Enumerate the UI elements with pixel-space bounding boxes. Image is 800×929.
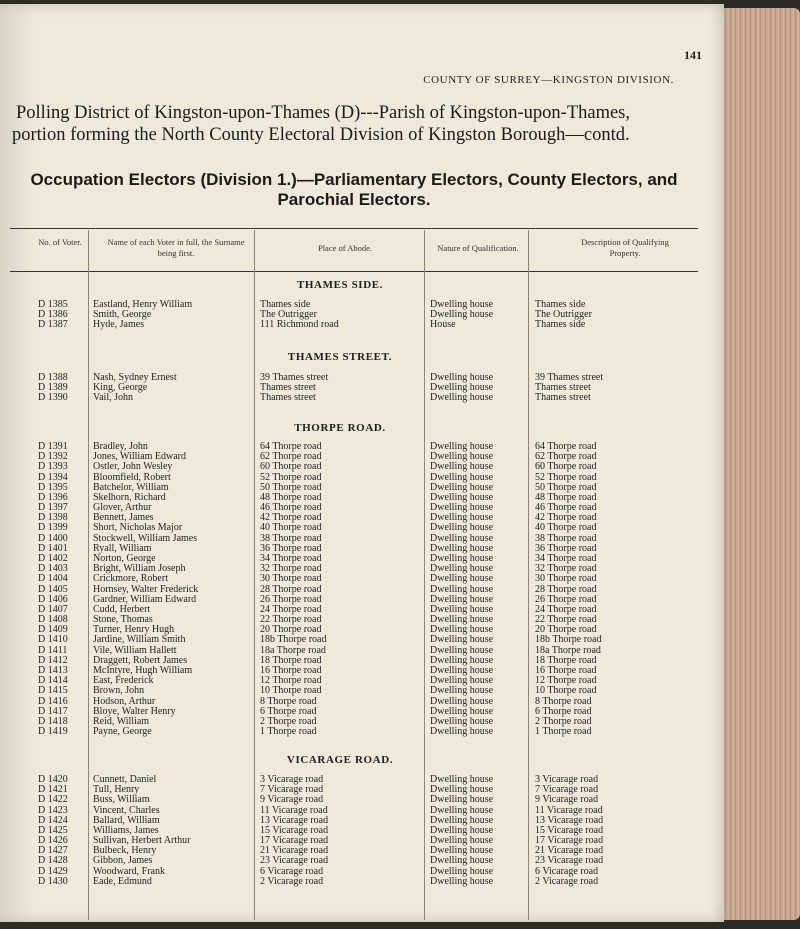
qualification-nature: Dwelling house	[430, 451, 494, 463]
table-row	[0, 806, 700, 816]
qualification-nature: Dwelling house	[430, 845, 494, 857]
qualification-nature: Dwelling house	[430, 814, 494, 826]
qualifying-property: 62 Thorpe road	[535, 451, 597, 463]
voter-name: Stockwell, William James	[93, 532, 198, 544]
voter-name: Norton, George	[93, 553, 156, 564]
table-row	[0, 877, 700, 887]
table-row	[0, 473, 700, 483]
voter-name: Hyde, James	[93, 319, 145, 331]
qualifying-property: The Outrigger	[535, 309, 592, 321]
voter-name: Turner, Henry Hugh	[93, 624, 175, 636]
place-of-abode: 30 Thorpe road	[260, 573, 322, 585]
qualification-nature: Dwelling house	[430, 309, 494, 321]
qualifying-property: 12 Thorpe road	[535, 675, 597, 687]
qualification-nature: Dwelling house	[430, 573, 494, 585]
voter-number: D 1406	[38, 593, 68, 605]
voter-number: D 1429	[38, 865, 68, 877]
register-page	[0, 4, 724, 922]
qualification-nature: Dwelling house	[430, 382, 494, 394]
voter-number: D 1420	[38, 774, 68, 785]
qualification-nature: Dwelling house	[430, 441, 494, 452]
place-of-abode: 2 Vicarage road	[260, 875, 324, 887]
place-of-abode: 40 Thorpe road	[260, 522, 322, 534]
qualification-nature: Dwelling house	[430, 471, 494, 483]
table-row	[0, 320, 700, 330]
voter-number: D 1399	[38, 522, 68, 534]
voter-name: Vincent, Charles	[93, 804, 160, 816]
voter-name: Ryall, William	[93, 542, 152, 554]
qualifying-property: 13 Vicarage road	[535, 814, 604, 826]
voter-number: D 1419	[38, 726, 68, 737]
place-of-abode: 15 Vicarage road	[260, 824, 329, 836]
voter-number: D 1430	[38, 875, 68, 887]
qualifying-property: 6 Vicarage road	[535, 865, 599, 877]
place-of-abode: 16 Thorpe road	[260, 665, 322, 676]
qualification-nature: Dwelling house	[430, 695, 494, 707]
voter-number: D 1398	[38, 512, 68, 524]
qualification-nature: Dwelling house	[430, 603, 494, 615]
place-of-abode: 36 Thorpe road	[260, 542, 322, 554]
voter-number: D 1408	[38, 614, 68, 626]
qualifying-property: 1 Thorpe road	[535, 726, 592, 737]
voter-number: D 1413	[38, 665, 68, 676]
table-row	[0, 795, 700, 805]
voter-name: Payne, George	[93, 726, 152, 737]
qualification-nature: Dwelling house	[430, 522, 494, 534]
qualifying-property: 22 Thorpe road	[535, 614, 597, 626]
table-row	[0, 574, 700, 584]
place-of-abode: 62 Thorpe road	[260, 451, 322, 463]
place-of-abode: Thames street	[260, 392, 316, 404]
occupation-heading-line-2: Parochial Electors.	[277, 190, 431, 209]
voter-name: Bradley, John	[93, 441, 148, 452]
qualifying-property: 15 Vicarage road	[535, 824, 604, 836]
voter-name: Skelhorn, Richard	[93, 491, 166, 503]
column-header-description: Description of Qualifying Property.	[581, 237, 669, 258]
column-header-nature: Nature of Qualification.	[437, 243, 519, 253]
qualifying-property: 18a Thorpe road	[535, 644, 601, 656]
voter-number: D 1415	[38, 685, 68, 697]
qualification-nature: Dwelling house	[430, 784, 494, 796]
column-header-name: Name of each Voter in full, the Surname being first.	[107, 237, 245, 258]
voter-name: Nash, Sydney Ernest	[93, 372, 177, 383]
qualifying-property: 16 Thorpe road	[535, 665, 597, 676]
qualifying-property: 28 Thorpe road	[535, 583, 597, 595]
qualifying-property: 10 Thorpe road	[535, 685, 597, 697]
place-of-abode: 20 Thorpe road	[260, 624, 322, 636]
occupation-heading-line-1: Occupation Electors (Division 1.)—Parliamentary Electors, County Electors, and	[30, 170, 678, 189]
qualifying-property: 39 Thames street	[535, 372, 604, 383]
voter-name: Gibbon, James	[93, 855, 153, 867]
voter-number: D 1422	[38, 794, 68, 806]
voter-name: Crickmore, Robert	[93, 573, 168, 585]
running-head: COUNTY OF SURREY—KINGSTON DIVISION.	[423, 74, 674, 86]
voter-number: D 1410	[38, 634, 68, 646]
place-of-abode: 8 Thorpe road	[260, 695, 317, 707]
qualification-nature: Dwelling house	[430, 392, 494, 404]
qualification-nature: Dwelling house	[430, 299, 494, 310]
place-of-abode: 9 Vicarage road	[260, 794, 324, 806]
qualifying-property: 46 Thorpe road	[535, 502, 597, 514]
voter-name: Cunnett, Daniel	[93, 774, 157, 785]
place-of-abode: 12 Thorpe road	[260, 675, 322, 687]
place-of-abode: Thames side	[260, 299, 311, 310]
place-of-abode: 18 Thorpe road	[260, 654, 322, 666]
qualifying-property: 32 Thorpe road	[535, 563, 597, 575]
place-of-abode: 26 Thorpe road	[260, 593, 322, 605]
voter-number: D 1424	[38, 814, 68, 826]
place-of-abode: 64 Thorpe road	[260, 441, 322, 452]
voter-number: D 1396	[38, 491, 68, 503]
qualifying-property: 26 Thorpe road	[535, 593, 597, 605]
voter-name: Bloye, Walter Henry	[93, 705, 176, 717]
table-row	[0, 523, 700, 533]
page-number: 141	[684, 48, 702, 62]
voter-number: D 1397	[38, 502, 68, 514]
table-row	[0, 635, 700, 645]
voter-name: Sullivan, Herbert Arthur	[93, 835, 191, 847]
place-of-abode: 32 Thorpe road	[260, 563, 322, 575]
place-of-abode: 60 Thorpe road	[260, 461, 322, 473]
voter-name: Gardner, William Edward	[93, 593, 197, 605]
qualification-nature: Dwelling house	[430, 665, 494, 676]
qualification-nature: Dwelling house	[430, 794, 494, 806]
qualification-nature: Dwelling house	[430, 685, 494, 697]
voter-number: D 1386	[38, 309, 68, 321]
qualification-nature: Dwelling house	[430, 644, 494, 656]
voter-name: Tull, Henry	[93, 784, 140, 796]
qualifying-property: 60 Thorpe road	[535, 461, 597, 473]
qualifying-property: 18b Thorpe road	[535, 634, 602, 646]
voter-name: Smith, George	[93, 309, 152, 321]
section-heading: THAMES SIDE.	[296, 279, 384, 291]
qualifying-property: Thames side	[535, 319, 586, 331]
voter-name: Cudd, Herbert	[93, 603, 151, 615]
table-header	[10, 228, 698, 272]
qualification-nature: Dwelling house	[430, 774, 494, 785]
place-of-abode: 6 Thorpe road	[260, 705, 317, 717]
place-of-abode: 34 Thorpe road	[260, 553, 322, 564]
qualifying-property: 2 Thorpe road	[535, 715, 592, 727]
voter-number: D 1401	[38, 542, 68, 554]
place-of-abode: 39 Thames street	[260, 372, 329, 383]
voter-name: Jones, William Edward	[93, 451, 187, 463]
voter-name: Stone, Thomas	[93, 614, 153, 626]
qualifying-property: Thames street	[535, 392, 591, 404]
voter-number: D 1400	[38, 532, 68, 544]
qualification-nature: Dwelling house	[430, 855, 494, 867]
voter-name: Draggett, Robert James	[93, 654, 188, 666]
place-of-abode: 38 Thorpe road	[260, 532, 322, 544]
qualification-nature: Dwelling house	[430, 835, 494, 847]
voter-number: D 1387	[38, 319, 68, 331]
qualifying-property: 6 Thorpe road	[535, 705, 592, 717]
place-of-abode: Thames street	[260, 382, 316, 394]
voter-number: D 1392	[38, 451, 68, 463]
place-of-abode: 10 Thorpe road	[260, 685, 322, 697]
qualification-nature: Dwelling house	[430, 481, 494, 493]
qualifying-property: 48 Thorpe road	[535, 491, 597, 503]
qualification-nature: Dwelling house	[430, 705, 494, 717]
qualification-nature: Dwelling house	[430, 583, 494, 595]
table-row	[0, 393, 700, 403]
qualifying-property: 17 Vicarage road	[535, 835, 604, 847]
voter-number: D 1394	[38, 471, 68, 483]
qualification-nature: Dwelling house	[430, 532, 494, 544]
voter-name: Vile, William Hallett	[93, 644, 177, 656]
voter-number: D 1390	[38, 392, 68, 404]
section-heading: THORPE ROAD.	[294, 422, 386, 434]
voter-number: D 1416	[38, 695, 68, 707]
place-of-abode: 18a Thorpe road	[260, 644, 326, 656]
table-row	[0, 462, 700, 472]
qualifying-property: 18 Thorpe road	[535, 654, 597, 666]
qualifying-property: 24 Thorpe road	[535, 603, 597, 615]
qualifying-property: 7 Vicarage road	[535, 784, 599, 796]
place-of-abode: 2 Thorpe road	[260, 715, 317, 727]
voter-name: Bennett, James	[93, 512, 154, 524]
voter-number: D 1426	[38, 835, 68, 847]
qualifying-property: 40 Thorpe road	[535, 522, 597, 534]
qualifying-property: 23 Vicarage road	[535, 855, 604, 867]
place-of-abode: 46 Thorpe road	[260, 502, 322, 514]
voter-number: D 1395	[38, 481, 68, 493]
qualification-nature: Dwelling house	[430, 675, 494, 687]
voter-name: Jardine, William Smith	[93, 634, 186, 646]
voter-number: D 1405	[38, 583, 68, 595]
qualifying-property: 38 Thorpe road	[535, 532, 597, 544]
qualifying-property: 3 Vicarage road	[535, 774, 599, 785]
qualification-nature: Dwelling house	[430, 865, 494, 877]
qualification-nature: Dwelling house	[430, 502, 494, 514]
place-of-abode: 42 Thorpe road	[260, 512, 322, 524]
district-heading	[12, 102, 702, 146]
district-heading-line-1: Polling District of Kingston-upon-Thames (D)---Parish of Kingston-upon-Thames,	[16, 103, 631, 123]
page-edges	[722, 8, 800, 920]
voter-name: Short, Nicholas Major	[93, 522, 183, 534]
section-heading: VICARAGE ROAD.	[286, 754, 394, 766]
voter-number: D 1428	[38, 855, 68, 867]
qualifying-property: 36 Thorpe road	[535, 542, 597, 554]
voter-name: Hodson, Arthur	[93, 695, 156, 707]
voter-number: D 1402	[38, 553, 68, 564]
place-of-abode: 48 Thorpe road	[260, 491, 322, 503]
table-row	[0, 585, 700, 595]
voter-name: Hornsey, Walter Frederick	[93, 583, 199, 595]
voter-name: Williams, James	[93, 824, 159, 836]
place-of-abode: 111 Richmond road	[260, 319, 339, 331]
voter-number: D 1403	[38, 563, 68, 575]
qualification-nature: Dwelling house	[430, 553, 494, 564]
occupation-heading	[20, 170, 688, 210]
qualifying-property: Thames street	[535, 382, 591, 394]
qualification-nature: Dwelling house	[430, 512, 494, 524]
voter-name: Glover, Arthur	[93, 502, 152, 514]
district-heading-line-2: portion forming the North County Electoral Division of Kingston Borough—contd.	[12, 125, 630, 145]
voter-number: D 1421	[38, 784, 68, 796]
qualification-nature: Dwelling house	[430, 542, 494, 554]
voter-name: Bright, William Joseph	[93, 563, 186, 575]
place-of-abode: 21 Vicarage road	[260, 845, 329, 857]
place-of-abode: 52 Thorpe road	[260, 471, 322, 483]
place-of-abode: 23 Vicarage road	[260, 855, 329, 867]
voter-name: Eastland, Henry William	[93, 299, 193, 310]
voter-number: D 1385	[38, 299, 68, 310]
voter-name: Ballard, William	[93, 814, 160, 826]
place-of-abode: 17 Vicarage road	[260, 835, 329, 847]
qualifying-property: 8 Thorpe road	[535, 695, 592, 707]
place-of-abode: 28 Thorpe road	[260, 583, 322, 595]
voter-number: D 1414	[38, 675, 68, 687]
voter-name: Eade, Edmund	[93, 875, 152, 887]
qualification-nature: Dwelling house	[430, 614, 494, 626]
place-of-abode: 22 Thorpe road	[260, 614, 322, 626]
qualification-nature: House	[430, 319, 456, 331]
place-of-abode: 7 Vicarage road	[260, 784, 324, 796]
qualification-nature: Dwelling house	[430, 491, 494, 503]
place-of-abode: 3 Vicarage road	[260, 774, 324, 785]
place-of-abode: 18b Thorpe road	[260, 634, 327, 646]
column-header-abode: Place of Abode.	[317, 243, 373, 253]
voter-number: D 1409	[38, 624, 68, 636]
table-row	[0, 856, 700, 866]
qualifying-property: Thames side	[535, 299, 586, 310]
voter-number: D 1407	[38, 603, 68, 615]
qualifying-property: 11 Vicarage road	[535, 804, 603, 816]
place-of-abode: 1 Thorpe road	[260, 726, 317, 737]
voter-number: D 1417	[38, 705, 68, 717]
voter-number: D 1425	[38, 824, 68, 836]
qualification-nature: Dwelling house	[430, 824, 494, 836]
qualification-nature: Dwelling house	[430, 715, 494, 727]
voter-number: D 1393	[38, 461, 68, 473]
voter-name: Buss, William	[93, 794, 150, 806]
qualifying-property: 64 Thorpe road	[535, 441, 597, 452]
voter-name: Brown, John	[93, 685, 145, 697]
place-of-abode: 24 Thorpe road	[260, 603, 322, 615]
qualification-nature: Dwelling house	[430, 461, 494, 473]
place-of-abode: 50 Thorpe road	[260, 481, 322, 493]
qualification-nature: Dwelling house	[430, 624, 494, 636]
place-of-abode: 11 Vicarage road	[260, 804, 328, 816]
table-row	[0, 686, 700, 696]
qualifying-property: 9 Vicarage road	[535, 794, 599, 806]
voter-name: McIntyre, Hugh William	[93, 665, 193, 676]
voter-name: Ostler, John Wesley	[93, 461, 173, 473]
voter-number: D 1418	[38, 715, 68, 727]
qualifying-property: 42 Thorpe road	[535, 512, 597, 524]
qualification-nature: Dwelling house	[430, 654, 494, 666]
voter-number: D 1404	[38, 573, 68, 585]
qualifying-property: 50 Thorpe road	[535, 481, 597, 493]
voter-number: D 1388	[38, 372, 68, 383]
voter-name: Bloomfield, Robert	[93, 471, 171, 483]
place-of-abode: The Outrigger	[260, 309, 317, 321]
qualifying-property: 34 Thorpe road	[535, 553, 597, 564]
qualification-nature: Dwelling house	[430, 875, 494, 887]
table-row	[0, 727, 700, 737]
qualifying-property: 2 Vicarage road	[535, 875, 599, 887]
place-of-abode: 13 Vicarage road	[260, 814, 329, 826]
qualification-nature: Dwelling house	[430, 804, 494, 816]
voter-number: D 1389	[38, 382, 68, 394]
voter-number: D 1411	[38, 644, 68, 656]
qualifying-property: 52 Thorpe road	[535, 471, 597, 483]
column-header-no: No. of Voter.	[38, 237, 82, 247]
voter-number: D 1391	[38, 441, 68, 452]
voter-number: D 1412	[38, 654, 68, 666]
qualifying-property: 20 Thorpe road	[535, 624, 597, 636]
voter-name: East, Frederick	[93, 675, 154, 687]
qualification-nature: Dwelling house	[430, 372, 494, 383]
voter-name: King, George	[93, 382, 148, 394]
voter-number: D 1427	[38, 845, 68, 857]
voter-number: D 1423	[38, 804, 68, 816]
qualifying-property: 21 Vicarage road	[535, 845, 604, 857]
voter-name: Woodward, Frank	[93, 865, 165, 877]
qualification-nature: Dwelling house	[430, 726, 494, 737]
voter-name: Reid, William	[93, 715, 150, 727]
qualifying-property: 30 Thorpe road	[535, 573, 597, 585]
voter-name: Bulbeck, Henry	[93, 845, 157, 857]
section-heading: THAMES STREET.	[287, 351, 393, 363]
voter-name: Vail, John	[93, 392, 133, 404]
qualification-nature: Dwelling house	[430, 563, 494, 575]
qualification-nature: Dwelling house	[430, 634, 494, 646]
table-row	[0, 697, 700, 707]
voter-name: Batchelor, William	[93, 481, 169, 493]
qualification-nature: Dwelling house	[430, 593, 494, 605]
place-of-abode: 6 Vicarage road	[260, 865, 324, 877]
